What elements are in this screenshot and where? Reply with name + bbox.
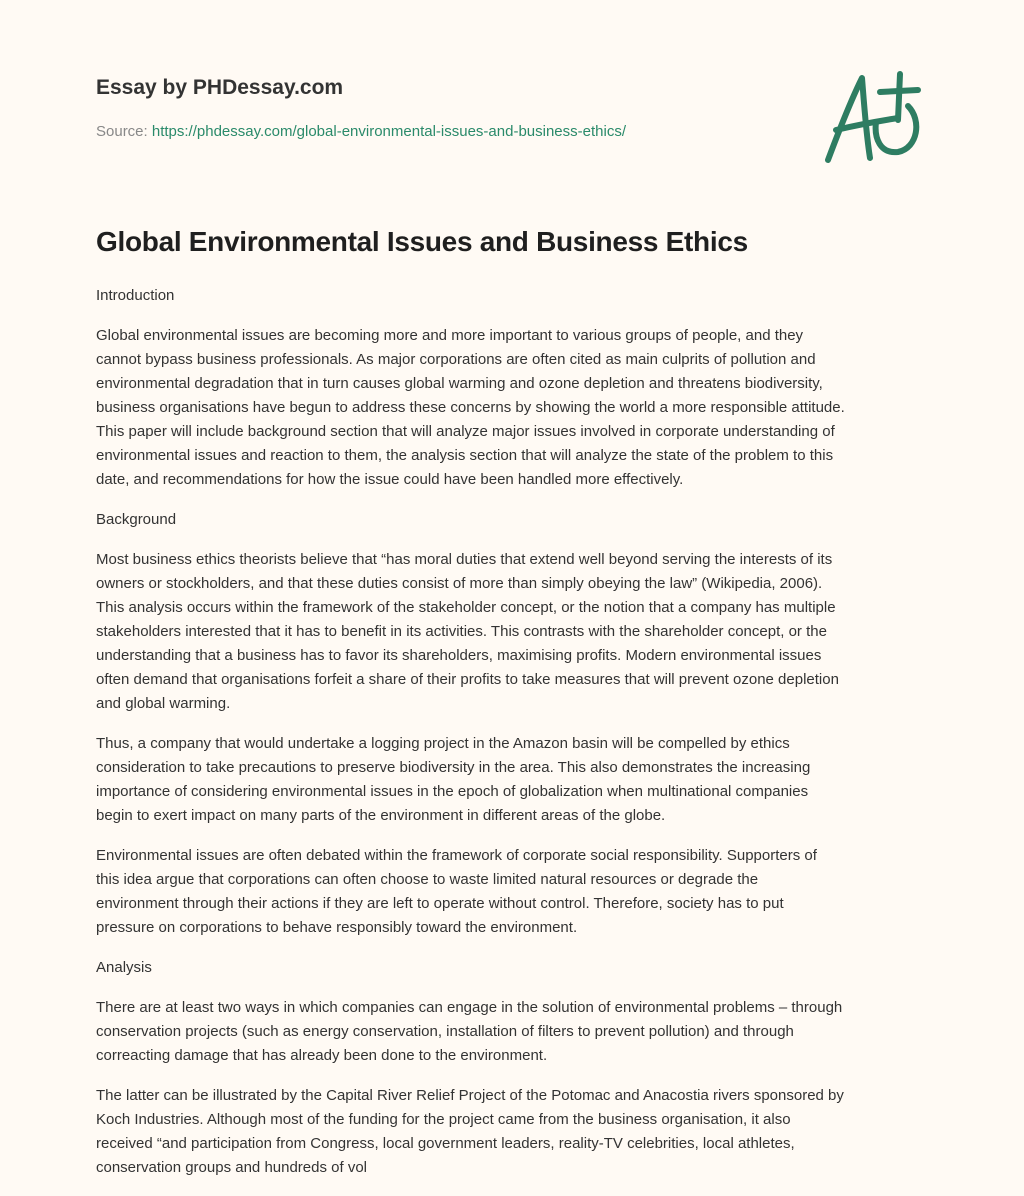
page-title: Global Environmental Issues and Business Ethics <box>96 226 748 257</box>
paragraph-line: stakeholders interested that it has to benefit in its activities. This contrasts with the shareholder concept, or the <box>96 623 827 640</box>
paragraph-line: cannot bypass business professionals. As major corporations are often cited as main culprits of pollution and <box>96 351 816 368</box>
section-heading: Background <box>96 511 177 528</box>
paragraph-line: understanding that a business has to favor its shareholders, maximising profits. Modern environmental issues <box>96 647 822 664</box>
paragraph-line: begin to exert impact on many parts of the environment in different areas of the globe. <box>96 807 666 824</box>
paragraph-line: pressure on corporations to behave responsibly toward the environment. <box>96 919 578 936</box>
paragraph-line: owners or stockholders, and that these duties consist of more than simply obeying the law” (Wikipedia, 2006). <box>96 575 823 592</box>
section-heading: Analysis <box>96 959 152 976</box>
source-link[interactable]: https://phdessay.com/global-environmental-issues-and-business-ethics/ <box>151 123 626 140</box>
paragraph-line: The latter can be illustrated by the Capital River Relief Project of the Potomac and Anacostia rivers sponsored by <box>96 1087 844 1104</box>
paragraph-line: this idea argue that corporations can often choose to waste limited natural resources or degrade the <box>96 871 759 888</box>
paragraph-line: Environmental issues are often debated within the framework of corporate social responsibility. Supporters of <box>96 847 817 864</box>
paragraph-line: importance of considering environmental issues in the epoch of globalization when multinational companies <box>96 783 809 800</box>
paragraph-line: This analysis occurs within the framework of the stakeholder concept, or the notion that a company has multiple <box>96 599 836 616</box>
paragraph <box>96 548 946 716</box>
section-heading: Introduction <box>96 287 175 304</box>
paragraph <box>96 844 946 940</box>
paragraph-line: environmental degradation that in turn causes global warming and ozone depletion and threatens biodiversity, <box>96 375 823 392</box>
source-line <box>96 123 626 140</box>
paragraph-line: environmental issues and reaction to them, the analysis section that will analyze the state of the problem to this <box>96 447 834 464</box>
paragraph-line: environment through their actions if they are left to operate without control. Therefore, society has to put <box>96 895 784 912</box>
paragraph-line: often demand that organisations forfeit a share of their profits to take measures that will prevent ozone depletion <box>96 671 839 688</box>
paragraph-line: Global environmental issues are becoming more and more important to various groups of people, and they <box>96 327 804 344</box>
paragraph-line: Koch Industries. Although most of the funding for the project came from the business organisation, it also <box>96 1111 791 1128</box>
paragraph <box>96 1084 946 1180</box>
site-name: Essay by PHDessay.com <box>96 76 344 99</box>
source-label: Source: <box>96 123 148 140</box>
paragraph-line: conservation groups and hundreds of vol <box>96 1159 368 1176</box>
paragraph-line: conservation projects (such as energy conservation, installation of filters to prevent pollution) and through <box>96 1023 794 1040</box>
paragraph-line: consideration to take precautions to preserve biodiversity in the area. This also demonstrates the increasing <box>96 759 811 776</box>
paragraph-line: There are at least two ways in which companies can engage in the solution of environmental problems – through <box>96 999 843 1016</box>
paragraph-line: This paper will include background section that will analyze major issues involved in corporate understanding of <box>96 423 835 440</box>
paragraph-line: Thus, a company that would undertake a logging project in the Amazon basin will be compelled by ethics <box>96 735 790 752</box>
paragraph <box>96 324 946 492</box>
paragraph <box>96 732 946 828</box>
paragraph-line: Most business ethics theorists believe that “has moral duties that extend well beyond serving the interests of its <box>96 551 833 568</box>
a-plus-logo-icon <box>818 68 928 168</box>
paragraph <box>96 996 946 1068</box>
paragraph-line: and global warming. <box>96 695 231 712</box>
paragraph-line: correacting damage that has already been done to the environment. <box>96 1047 548 1064</box>
paragraph-line: date, and recommendations for how the issue could have been handled more effectively. <box>96 471 684 488</box>
essay-body <box>96 284 946 1196</box>
paragraph-line: received “and participation from Congress, local government leaders, reality-TV celebrities, local athletes, <box>96 1135 795 1152</box>
paragraph-line: business organisations have begun to address these concerns by showing the world a more responsible attitude. <box>96 399 845 416</box>
